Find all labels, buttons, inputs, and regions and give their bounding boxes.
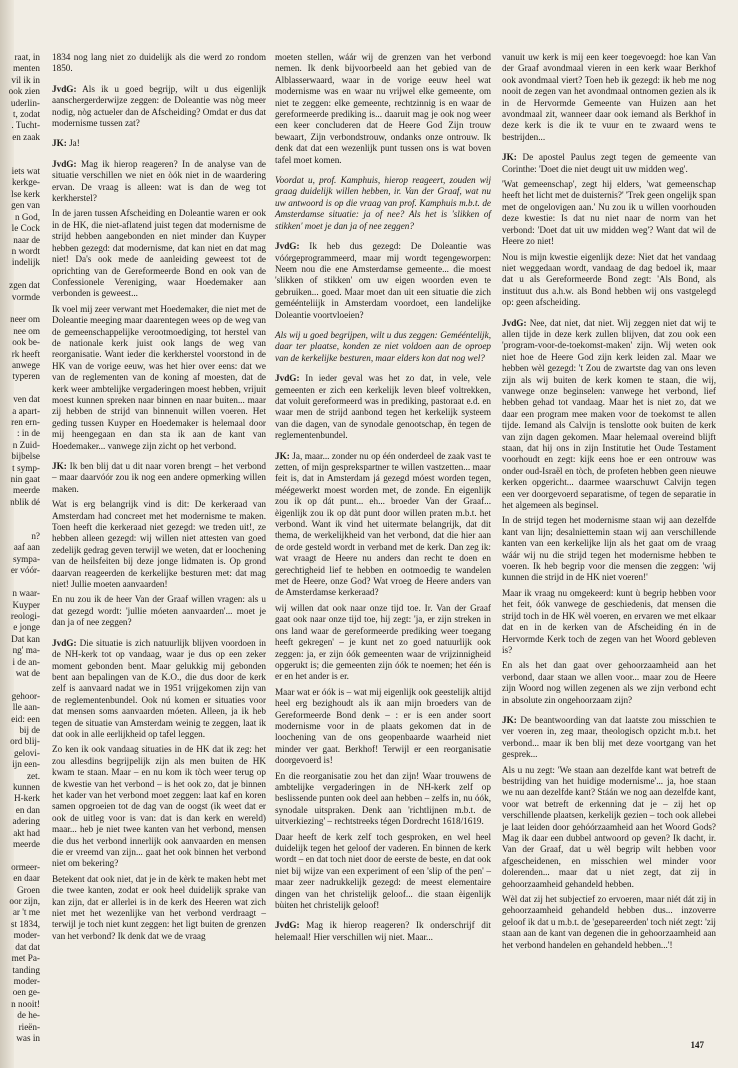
paragraph-text: In de jaren tussen Afscheiding en Doleantie waren er ook in de HK, die niet-aflatend juist tegen dat modernisme de strijd hebben aangebonden en niet minder dan Kuyper hebben gezegd: dat modernisme, dat kan niet en dat mag niet! Da's ook mede de aanleiding geweest tot de oprichting van de Gereformeerde Bond en ook van de Confessionele Vereniging, waar Hoedemaker aan verbonden is geweest...	[52, 208, 266, 299]
paragraph-text: Zo ken ik ook vandaag situaties in de HK dat ik zeg: het zou allesdins begrijpelijk zijn als men buiten de HK kwam te staan. Maar – en nu kom ik tòch weer terug op de kwestie van het verbond – is het ook zo, dat je binnen het kader van het verbond moet zeggen: laat kaf en koren samen opgroeien tot de dag van de oogst (ik weet dat er ook de uitleg voor is van: dat is dan kerk en wereld) maar... heb je niet twee kanten van het verbond, mensen die dus het verbond innerlijk ook aanvaarden en mensen die er vreemd van zijn... gaat het ook binnen het verbond niet om bekering?	[52, 744, 266, 869]
fragment-line: wat de	[15, 667, 40, 678]
fragment-line: st 1834,	[10, 918, 40, 929]
paragraph	[502, 318, 716, 512]
paragraph-text: Betekent dat ook niet, dat je in de kèrk te maken hebt met die twee kanten, zodat er ook heel duidelijk sprake van kan zijn, dat er allerlei is in de kerk des Heeren wat zich niet met het wezenlijke van het verbond verdraagt – terwijl je toch niet kunt zeggen: het ligt buiten de grenzen van het verbond? Ik denk dat we de vraag	[52, 873, 266, 941]
fragment-line: de he-	[17, 1010, 40, 1021]
fragment-line: n God,	[14, 211, 40, 222]
fragment-line: le Cock	[11, 223, 40, 234]
paragraph-text: Ik ben blij dat u dit naar voren brengt – het verbond – maar daarvóór zou ik nog een andere opmerking willen maken.	[52, 461, 266, 494]
fragment-line: lse kerk	[11, 188, 40, 199]
fragment-line: tanding	[12, 964, 40, 975]
fragment-line: gen van	[11, 200, 40, 211]
fragment-line: e jonge	[13, 622, 40, 633]
paragraph-text: Als u nu zegt: 'We staan aan dezelfde kant wat betreft de bestrijding van het huidige modernisme'... ja, hoe staan we nu aan dezelfde kant? Stáán we nog aan dezelfde kant, voor wat betreft de erkenning dat je – zij het op verschillende plaatsen, kerkelijk gezien – toch ook allebei je laat leiden door gehóórzaamheid aan het Woord Gods? Mag ik daar een dubbel antwoord op geven? Ik dacht, ir. Van der Graaf, dat u wèl begrip wilt hebben voor afgescheidenen, en misschien wel minder voor dolerenden... maar dat u niet zegt, dat zij in gehoorzaamheid gehandeld hebben.	[502, 764, 716, 889]
paragraph	[275, 175, 491, 232]
speaker-label: JvdG:	[275, 241, 300, 252]
paragraph-text: 1834 nog lang niet zo duidelijk als die werd zo rondom 1850.	[52, 52, 266, 74]
paragraph	[502, 588, 716, 656]
paragraph	[502, 252, 716, 309]
fragment-line: ren ern-	[11, 417, 40, 427]
paragraph	[275, 451, 491, 599]
paragraph	[502, 52, 716, 143]
previous-page-column-fragment	[0, 52, 40, 1043]
fragment-line: a apart-	[12, 405, 40, 416]
paragraph-text: In ieder geval was het zo dat, in vele, vele gemeenten er zich een kerkelijk leven bleef voltrekken, dat voluit gereformeerd was in prediking, pastoraat e.d. en waar men de strijd aanbond tegen het kerkelijk systeem van die dagen, van de synodale genootschap, ën tegen de reglementenbundel.	[275, 373, 491, 441]
paragraph-text: Wat is erg belangrijk vind is dit: De kerkeraad van Amsterdam had concreet met het modernisme te maken. Toen heeft die kerkeraad niet gezegd: we treden uit!, ze hebben alleen gezegd: wij willen niet attesten van goed zedelijk gedrag geven terwijl we weten, dat er loochening van de heilsfeiten bij deze jonge lidmaten is. Op grond daarvan reageerden de kerkelijke besturen met: dat mag niet! Jullie moeten aanvaarden!	[52, 499, 266, 590]
fragment-line: kerkge-	[11, 177, 40, 188]
fragment-line: reologi-	[10, 610, 40, 621]
fragment-line: n wordt	[11, 245, 40, 256]
speaker-label: JvdG:	[275, 373, 300, 384]
paragraph	[52, 461, 266, 495]
fragment-line: zet.	[26, 770, 40, 781]
paragraph	[52, 84, 266, 130]
fragment-line: : in de	[17, 428, 40, 439]
fragment-line: indelijk	[11, 257, 40, 268]
fragment-line: typeren	[12, 371, 40, 382]
speaker-label: JvdG:	[502, 317, 527, 328]
paragraph-text: Ik heb dus gezegd: De Doleantie was vóórgeprogrammeerd, maar mij wordt tegengeworpen: Neem nou die ene Amsterdamse gemeente... die moest 'slikken of stikken' om uw eigen woorden even te gebruiken... goed. Maar moet dan uit een situatie die zich geméénteliijk in Amsterdam voordoet, een landelijke Doleantie voortvloeien?	[275, 241, 491, 320]
fragment-line: er vóór-	[10, 565, 40, 576]
fragment-line: n Zuid-	[12, 439, 40, 450]
fragment-line: n waar-	[12, 588, 40, 599]
paragraph	[52, 304, 266, 452]
paragraph	[52, 208, 266, 299]
fragment-line: en zaak	[12, 131, 40, 142]
fragment-line: rieën-	[18, 1021, 40, 1032]
paragraph-text: Mag ik hierop reageren? In de analyse van de situatie verschillen we niet en òók niet in de waardering ervan. De vraag is alleen: wat is dan de weg tot kerkherstel?	[52, 158, 266, 204]
speaker-label: JK:	[52, 461, 67, 471]
fragment-line: en dan	[15, 804, 40, 815]
fragment-line: zgen dat	[9, 280, 40, 291]
paragraph	[502, 179, 716, 247]
fragment-line: akt had	[13, 827, 40, 838]
paragraph-text: En als het dan gaat over gehoorzaamheid aan het verbond, daar staan we allen voor... maar zou de Heere zijn Woord nog willen zegenen als we zijn verbond echt in absolute zin ongehoorzaam zijn?	[502, 660, 716, 705]
fragment-line: t symp-	[12, 462, 40, 473]
paragraph-text: moeten stellen, wáár wij de grenzen van het verbond nemen. Ik denk bijvoorbeeld aan het gebied van de Alblasserwaard, waar in de vorige eeuw heel wat modernisme was en waar nu vrijwel elke gemeente, om niet te zeggen: elke gemeente, rechtzinnig is en waar de gereformeerde prediking is... daaruit mag je ook nog weer een keer concluderen dat de Heere God Zijn trouw bewaart, Zijn verbondstrouw, ondanks onze ontrouw. Ik denk dat dat een wezenlijk punt tussen ons is wat boven tafel moet komen.	[275, 52, 491, 165]
fragment-line	[0, 303, 40, 314]
fragment-line	[0, 508, 40, 519]
paragraph-text: Ik voel mij zeer verwant met Hoedemaker, die niet met de Doleantie meeging maar daarentegen wees op de weg van de gemeenschappelijke verootmoediging, tot herstel van de nationale kerk juist ook langs de weg van reorganisatie. Want ieder die kerkherstel voorstond in de HK van de vorige eeuw, was het hier over eens: dat we van de reglementen van de koning af moesten, dat de kerk weer ambtelijke vergaderingen moest hebben, vrijuit moest kunnen spreken naar binnen en naar buiten... maar zij hebben de strijd van binnenuit willen voeren. Het geding tussen Kuyper en Hoedemaker is helemaal door mij heengegaan en dan sta ik aan de kant van Hoedemaker... vanwege zijn zicht op het verbond.	[52, 303, 266, 451]
paragraph	[502, 660, 716, 706]
fragment-line: Dat kan	[11, 633, 40, 644]
text-column-2	[275, 52, 491, 1037]
paragraph-text: Nee, dat niet, dat niet. Wij zeggen niet dat wij te allen tijde in deze kerk zullen blijven, dat zou ook een 'program-voor-de-toekomst-maken' zijn. Wij weten ook niet hoe de Heere God zijn kerk leiden zal. Maar we hebben wèl gezegd: 't Zou de zwartste dag van ons leven zijn als wij buiten de kerk komen te staan, die wij, vanwege onze beginselen: vanwege het verbond, lief hebben gehad tot vandaag. Maar het is niet zo, dat we daar een program mee maken voor de toekomst te allen tijde. Iemand als Calvijn is tenslotte ook buiten de kerk van zijn dagen gekomen. Maar helemaal overeind blijft staan, dat hij ons in zijn Institutie het Oude Testament voorhoudt en zegt: kijk eens hoe er een ontrouw was onder oud-Israël en tòch, de profeten hebben geen nieuwe kerken opgericht... daarmee waarschuwt Calvijn tegen een ver doorgevoerd separatisme, of tegen de separatie in het algemeen als beginsel.	[502, 317, 716, 511]
fragment-line: moder-	[13, 975, 40, 986]
paragraph	[502, 152, 716, 175]
speaker-label: JK:	[275, 450, 290, 461]
fragment-line	[0, 850, 40, 861]
paragraph	[52, 499, 266, 590]
fragment-line: meerde	[12, 839, 40, 850]
fragment-line	[0, 383, 40, 394]
fragment-line: dat dat	[15, 941, 40, 952]
speaker-label: JK:	[52, 138, 67, 149]
fragment-line: ook zien	[8, 86, 40, 97]
fragment-line: . Tucht-	[11, 120, 40, 131]
fragment-line: n?	[31, 531, 40, 542]
paragraph-text: Wèl dat zij het subjectief zo ervoeren, maar niét dát zij in gehoorzaamheid gehandeld hebben dus... inzoverre geloof ik dat u m.b.t. de 'gesepareerden' toch niét zegt: 'zij staan aan de kant van degenen die in gehoorzaamheid aan het verbond handelen en gehandeld hebben...'!	[502, 894, 716, 950]
page-number: 147	[690, 1040, 704, 1050]
speaker-label: JK:	[502, 714, 517, 725]
paragraph-text: wij willen dat ook naar onze tijd toe. Ir. Van der Graaf gaat ook naar onze tijd toe, hij zegt: 'ja, er zijn streken in ons land waar de gereformeerde prediking weer toegang heeft gekregen' – je kunt net zo goed natuurlijk ook zeggen: ja, er zijn óók gemeenten waar de vrijzinnigheid opgerukt is; die gemeenten zijn óók te noemen; het één is er en het ander is er.	[275, 602, 491, 682]
fragment-line: t, zodat	[12, 109, 40, 120]
fragment-line: vormde	[11, 291, 40, 302]
paragraph-text: Nou is mijn kwestie eigenlijk deze: Niet dat het vandaag niet weggedaan wordt, vandaag de dag bedoel ik, maar dat u als Gereformeerde Bond zegt: 'Als Bond, als instituut dus a.h.w. als Bond hebben wij ons vastgelegd op: geen afscheiding.	[502, 251, 716, 308]
fragment-line: meerde	[12, 485, 40, 496]
paragraph	[275, 373, 491, 441]
fragment-line: eid: een	[11, 713, 40, 724]
paragraph-text: De apostel Paulus zegt tegen de gemeente van Corinthe: 'Doet die niet deugt uit uw midden weg'.	[502, 152, 716, 174]
fragment-line: iets wat	[11, 166, 40, 177]
fragment-line: was in	[16, 1032, 40, 1043]
paragraph-text: vanuit uw kerk is mij een keer toegevoegd: hoe kan Van der Graaf avondmaal vieren in een kerk waar Berkhof ook avondmaal viert? Toen heb ik gezegd: ik heb me nog nooit de zegen van het avondmaal ontnomen gezien als ik in de Hervormde Gemeente van Huizen aan het avondmaal zit, wanneer daar ook iemand als Berkhof in deze kerk is die ik te vuur en te zwaard wens te bestrijden...	[502, 52, 716, 142]
fragment-line: en daar	[13, 873, 40, 884]
paragraph-text: Mag ik hierop reageren? Ik onderschrijf dit helemaal! Hier verschillen wij niet. Maar...	[275, 920, 491, 942]
fragment-line: n nooit!	[11, 998, 40, 1009]
paragraph	[275, 771, 491, 828]
paragraph	[275, 603, 491, 683]
fragment-line: naar de	[13, 234, 40, 245]
paragraph	[275, 920, 491, 943]
fragment-line: oen ge-	[12, 987, 40, 998]
fragment-line: kunnen	[12, 782, 40, 792]
fragment-line: sympa-	[12, 553, 40, 564]
fragment-line: gelovi-	[13, 747, 40, 758]
paragraph-text: Die situatie is zich natuurlijk blijven voordoen in de NH-kerk tot op vandaag, waar je dus op een zeker moment gebonden bent. Maar gelukkig mij gebonden bent aan bepalingen van de K.O., die dus door de kerk zelf is aanvaard nadat we in 1951 vrijgekomen zijn van de reglementenbundel. Ook nú komen er situaties voor dat mensen soms aanvaarden móeten. Alleen, ja ik heb tegen de situatie van Amsterdam weinig te zeggen, laat ik dat ook in alle eerlijkheid op tafel leggen.	[52, 637, 266, 739]
fragment-line: neer om	[10, 314, 40, 325]
fragment-line: i de an-	[12, 656, 40, 667]
fragment-line: ormeer-	[11, 861, 40, 872]
paragraph	[502, 765, 716, 890]
paragraph	[52, 638, 266, 741]
paragraph	[52, 52, 266, 75]
fragment-line: uderlin-	[10, 97, 40, 108]
paragraph	[52, 594, 266, 628]
fragment-line: ven dat	[13, 394, 40, 405]
fragment-line: ord blij-	[10, 736, 40, 747]
fragment-line: ar 't me	[12, 907, 40, 918]
paragraph-text: De beantwoording van dat laatste zou misschien te ver voeren in, zeg maar, theologisch opzicht m.b.t. het verbond... maar ik ben blij met deze voortgang van het gesprek...	[502, 714, 716, 760]
speaker-label: JvdG:	[52, 83, 77, 94]
fragment-line: gehoor-	[11, 690, 40, 701]
paragraph-text: Daar heeft de kerk zelf toch gesproken, en wel heel duidelijk tegen het geloof der vaderen. En binnen de kerk wordt – en dat toch niet door de eerste de beste, en dat ook niet bij wijze van een experiment of een 'slip of the pen' – maar zeer nadrukkelijk gezegd: de meest elementaire dingen van het christelijk geloof... die staan èigenlijk bùiten het christelijk geloof!	[275, 831, 491, 911]
fragment-line: Kuyper	[12, 599, 40, 610]
fragment-line: vil ik in	[11, 74, 40, 85]
fragment-line: adering	[12, 816, 40, 827]
fragment-line: met Pa-	[11, 953, 40, 964]
paragraph	[52, 159, 266, 205]
fragment-line: moder-	[13, 930, 40, 941]
paragraph	[275, 687, 491, 767]
fragment-line: aaf aan	[13, 542, 40, 553]
paragraph	[502, 515, 716, 583]
fragment-line: bij de	[19, 724, 40, 735]
paragraph-text: In de strijd tegen het modernisme staan wij aan dezelfde kant van lijn; desalniettemin staan wij aan verschillende kanten van een kerkelijke lijn als het gaat om de vraag wáár wij nu die strijd tegen het modernisme hebben te voeren. Ik heb begrip voor die mensen die zeggen: 'wij kunnen die strijd in de HK niet voeren!'	[502, 515, 716, 583]
paragraph	[275, 832, 491, 912]
fragment-line: nin gaat	[10, 474, 40, 485]
fragment-line: ng' ma-	[12, 645, 40, 656]
text-column-3	[502, 52, 716, 1037]
fragment-line: H-kerk	[13, 793, 40, 804]
speaker-label: JK:	[502, 152, 517, 163]
paragraph-text: Maar ik vraag nu omgekeerd: kunt ù begrip hebben voor het feit, óók vanwege de geschiedenis, dat mensen die strijd toch in de HK wèl voeren, en ervaren we met elkaar dat en in de kerken van de Afscheiding én in de Hervormde Kerk toch de zegen van het Woord gebleven is?	[502, 587, 716, 655]
speaker-label: JvdG:	[52, 158, 77, 169]
fragment-line: Groen	[17, 884, 40, 895]
fragment-line: rk heeft	[11, 348, 40, 359]
paragraph	[52, 744, 266, 869]
fragment-line	[0, 269, 40, 280]
fragment-line: nblik dé	[10, 496, 40, 507]
fragment-line: menten	[12, 63, 40, 74]
paragraph	[275, 52, 491, 166]
fragment-line: lle aan-	[12, 702, 40, 713]
paragraph-text: En nu zou ik de heer Van der Graaf willen vragen: als u dat gezegd wordt: 'jullie móeten aanvaarden'... moet je dan ja of nee zeggen?	[52, 594, 266, 628]
fragment-line	[0, 155, 40, 166]
paragraph-text: Ja, maar... zonder nu op één onderdeel de zaak vast te zetten, of mijn gesprekspartner te willen vastzetten... maar feit is, dat in Amsterdam já gezegd móest worden tegen, méégewerkt moest worden met, de zonde. En eigenlijk zou ik op dát punt... eh... broeder Van der Graaf... èigenlijk zou ik op dàt punt door willen praten m.b.t. het verbond. Want ik vind het uitermate belangrijk, dat dit thema, de werkelijkheid van het verbond, dat die hier aan de orde gesteld wordt in verband met de kerk. Dan zeg ik: wat vraagt de Heere nu anders dan recht te doen en gerechtigheid lief te hebben en ootmoedig te wandelen met de Heere, onze God? Wat vroeg de Heere anders van de Amsterdamse kerkeraad?	[275, 450, 491, 598]
interviewer-question: Als wij u goed begrijpen, wilt u dus zeggen: Gemééntelijk, daar ter plaatse, konden ze niet voldoen aan de oproep van de kerkelijke besturen, maar elders kon dat nog wel?	[275, 329, 491, 363]
fragment-line: ook be-	[12, 337, 40, 348]
speaker-label: JvdG:	[275, 920, 300, 931]
fragment-line	[0, 679, 40, 690]
text-column-1	[52, 52, 266, 1037]
paragraph-text: 'Wat gemeenschap', zegt hij elders, 'wat gemeenschap heeft het licht met de duisternis?' 'Trek geen ongelijk span met de ongelovigen aan.' Nu zou ik u willen voorhouden deze kwestie: Is dat nu niet naar de norm van het verbond: 'Doet dat uit uw midden weg'? Want dat wil de Heere zo niet!	[502, 179, 716, 247]
fragment-line: ijn een-	[12, 759, 40, 770]
fragment-line: nee om	[13, 325, 40, 336]
fragment-line	[0, 577, 40, 588]
paragraph-text: Als ik u goed begrijp, wilt u dus eigenlijk aanschergerderwijze zeggen: de Doleantie was nòg meer nodig, nòg actueler dan de Afscheiding? Omdat er dus dat modernisme tussen zat?	[52, 83, 266, 129]
fragment-line: oor zijn,	[9, 896, 40, 907]
paragraph	[502, 894, 716, 951]
fragment-line: bijbelse	[11, 451, 40, 462]
fragment-line: anwege	[11, 359, 40, 370]
paragraph	[275, 241, 491, 321]
paragraph	[52, 138, 266, 149]
fragment-line	[0, 143, 40, 154]
paragraph-text: Ja!	[66, 138, 80, 149]
interviewer-question: Voordat u, prof. Kamphuis, hierop reageert, zouden wij graag duidelijk willen hebben, ir. Van der Graaf, wat nu uw antwoord is op die vraag van prof. Kamphuis m.b.t. de Amsterdamse situatie: ja of nee? Als het is 'slikken of stikken' moet je dan ja of nee zeggen?	[275, 175, 491, 231]
fragment-line: raat, in	[14, 52, 40, 62]
paragraph	[52, 874, 266, 942]
paragraph-text: Maar wat er óók is – wat mij eigenlijk ook geestelijk altijd heel erg bezighoudt als ik aan mijn broeders van de Gereformeerde Bond denk – : er is een ander soort modernisme voor in de plaats gekomen dat in de loochening van de ons geopenbaarde waarheid niet minder ver gaat. Berkhof! Terwijl er een reorganisatie doorgevoerd is!	[275, 686, 491, 766]
paragraph	[275, 330, 491, 364]
fragment-line	[0, 520, 40, 531]
paragraph	[502, 715, 716, 761]
paragraph-text: En die reorganisatie zou het dan zijn! Waar trouwens de ambtelijke vergaderingen in de NH-kerk zelf op beslissende punten ook deel aan hebben – zelfs in, nu óók, synodale uitspraken. Denk aan 'richtlijnen m.b.t. de uitverkiezing' – rechtstreeks tégen Dordrecht 1618/1619.	[275, 770, 491, 827]
speaker-label: JvdG:	[52, 637, 77, 648]
